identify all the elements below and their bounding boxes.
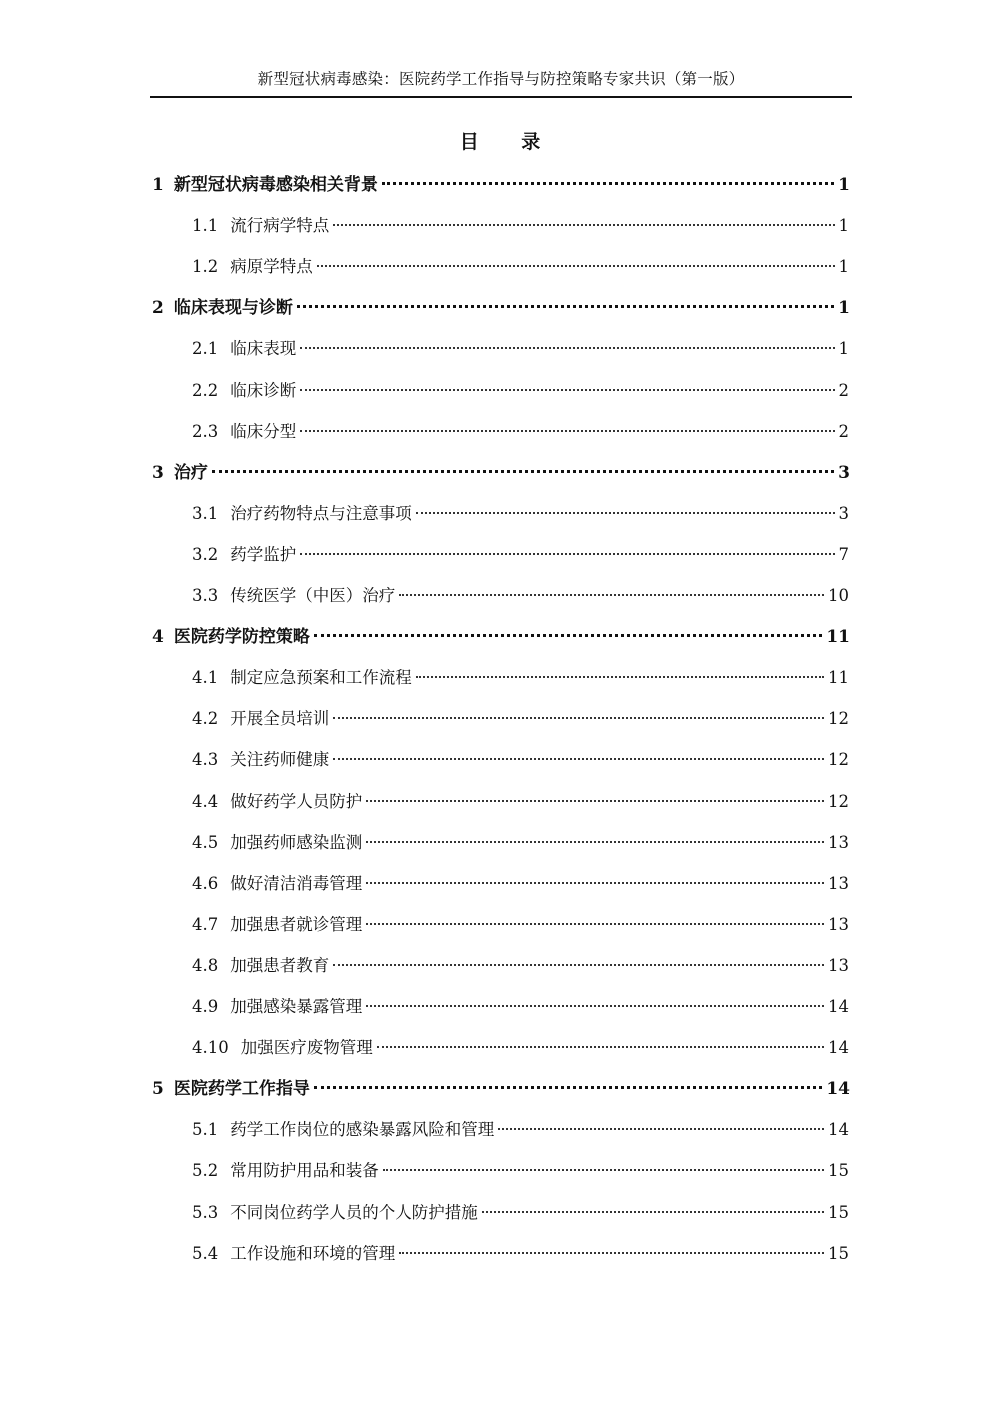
toc-dot-leader [366, 1005, 824, 1007]
toc-entry-title: 加强患者教育 [230, 955, 330, 975]
toc-entry-title: 临床表现 [230, 339, 297, 359]
toc-entry-page-number: 15 [828, 1161, 849, 1181]
toc-section-entry[interactable] [192, 746, 849, 774]
toc-section-entry[interactable] [192, 705, 849, 733]
toc-entry-page-number: 12 [828, 791, 849, 811]
toc-entry-page-number: 1 [838, 339, 849, 359]
toc-entry-page-number: 12 [828, 709, 849, 729]
toc-dot-leader [366, 800, 824, 802]
toc-section-entry[interactable] [192, 952, 849, 980]
toc-dot-leader [300, 430, 834, 432]
toc-entry-title: 做好清洁消毒管理 [230, 873, 363, 893]
toc-dot-leader [399, 1252, 824, 1254]
toc-entry-number: 5.3 [192, 1202, 219, 1222]
toc-entry-page-number: 3 [838, 462, 850, 483]
toc-entry-title: 关注药师健康 [230, 750, 330, 770]
toc-chapter-entry[interactable] [152, 1075, 850, 1103]
toc-dot-leader [333, 758, 824, 760]
toc-entry-number: 2.2 [192, 380, 219, 400]
toc-section-entry[interactable] [192, 870, 849, 898]
toc-entry-title: 医院药学工作指导 [173, 1079, 310, 1100]
toc-dot-leader [498, 1128, 824, 1130]
toc-dot-leader [300, 553, 834, 555]
toc-entry-number: 4.2 [192, 709, 219, 729]
toc-entry-title: 治疗 [173, 462, 208, 483]
toc-entry-title: 制定应急预案和工作流程 [230, 668, 412, 688]
toc-entry-number: 1.2 [192, 257, 219, 277]
toc-entry-page-number: 10 [828, 586, 849, 605]
toc-entry-page-number: 1 [838, 257, 849, 277]
toc-entry-number: 4.10 [192, 1038, 229, 1058]
toc-entry-number: 4.3 [192, 750, 219, 770]
toc-entry-number: 2.1 [192, 339, 219, 359]
toc-dot-leader [300, 389, 834, 391]
toc-dot-leader [416, 676, 824, 678]
toc-entry-number: 5.2 [192, 1161, 219, 1181]
toc-section-entry[interactable] [192, 335, 849, 363]
toc-section-entry[interactable] [192, 418, 849, 446]
toc-dot-leader [399, 594, 824, 596]
toc-entry-number: 4.7 [192, 914, 219, 934]
toc-entry-title: 不同岗位药学人员的个人防护措施 [230, 1202, 478, 1222]
toc-section-entry[interactable] [192, 788, 849, 816]
toc-section-entry[interactable] [192, 1157, 849, 1185]
toc-entry-page-number: 14 [826, 1079, 850, 1100]
toc-dot-leader [212, 470, 834, 473]
toc-entry-number: 4.6 [192, 873, 219, 893]
toc-entry-page-number: 1 [838, 175, 850, 195]
toc-entry-page-number: 15 [828, 1202, 849, 1222]
toc-entry-page-number: 11 [828, 668, 849, 688]
toc-section-entry[interactable] [192, 253, 849, 281]
toc-entry-number: 4.4 [192, 791, 219, 811]
toc-chapter-entry[interactable] [152, 623, 850, 651]
toc-section-entry[interactable] [192, 1034, 849, 1062]
toc-entry-number: 4 [152, 627, 164, 648]
toc-section-entry[interactable] [192, 1116, 849, 1144]
toc-entry-number: 1.1 [192, 216, 219, 236]
toc-dot-leader [416, 512, 835, 514]
toc-entry-title: 药学监护 [230, 544, 297, 564]
toc-entry-page-number: 2 [838, 421, 849, 441]
toc-entry-number: 5.4 [192, 1243, 219, 1263]
toc-entry-title: 做好药学人员防护 [230, 791, 363, 811]
toc-entry-number: 1 [152, 175, 164, 195]
toc-entry-page-number: 11 [826, 627, 850, 648]
toc-entry-title: 治疗药物特点与注意事项 [230, 503, 412, 523]
toc-entry-title: 医院药学防控策略 [173, 627, 310, 648]
toc-entry-number: 3 [152, 462, 164, 483]
toc-dot-leader [366, 882, 824, 884]
toc-entry-page-number: 13 [828, 955, 849, 975]
toc-entry-page-number: 1 [838, 298, 850, 319]
toc-entry-title: 加强患者就诊管理 [230, 914, 363, 934]
toc-entry-title: 传统医学（中医）治疗 [230, 586, 396, 605]
toc-entry-title: 临床分型 [230, 421, 297, 441]
toc-entry-title: 工作设施和环境的管理 [230, 1243, 396, 1263]
toc-dot-leader [366, 923, 824, 925]
toc-entry-title: 临床诊断 [230, 380, 297, 400]
toc-section-entry[interactable] [192, 377, 849, 405]
toc-entry-number: 4.9 [192, 997, 219, 1016]
toc-entry-title: 加强医疗废物管理 [240, 1038, 373, 1058]
toc-section-entry[interactable] [192, 1240, 849, 1268]
toc-chapter-entry[interactable] [152, 171, 850, 199]
toc-title: 目 录 [459, 131, 559, 153]
toc-dot-leader [482, 1211, 824, 1213]
toc-dot-leader [300, 347, 834, 349]
toc-entry-page-number: 13 [828, 914, 849, 934]
toc-dot-leader [314, 634, 822, 637]
toc-section-entry[interactable] [192, 212, 849, 240]
toc-section-entry[interactable] [192, 664, 849, 692]
toc-entry-number: 2.3 [192, 421, 219, 441]
toc-dot-leader [333, 964, 824, 966]
toc-entry-page-number: 14 [828, 997, 849, 1016]
toc-entry-number: 4.5 [192, 832, 219, 852]
toc-dot-leader [297, 305, 834, 308]
toc-entry-title: 临床表现与诊断 [173, 298, 293, 319]
toc-entry-number: 3.3 [192, 586, 219, 605]
toc-entry-title: 药学工作岗位的感染暴露风险和管理 [230, 1120, 495, 1140]
toc-entry-title: 常用防护用品和装备 [230, 1161, 379, 1181]
toc-entry-page-number: 12 [828, 750, 849, 770]
toc-entry-page-number: 15 [828, 1243, 849, 1263]
toc-dot-leader [314, 1086, 822, 1089]
toc-entry-number: 5.1 [192, 1120, 219, 1140]
toc-entry-page-number: 3 [838, 503, 849, 523]
toc-section-entry[interactable] [192, 541, 849, 569]
toc-entry-number: 5 [152, 1079, 164, 1100]
toc-section-entry[interactable] [192, 829, 849, 857]
toc-chapter-entry[interactable] [152, 459, 850, 487]
toc-dot-leader [377, 1046, 824, 1048]
toc-section-entry[interactable] [192, 582, 849, 610]
toc-chapter-entry[interactable] [152, 294, 850, 322]
toc-entry-number: 4.8 [192, 955, 219, 975]
toc-entry-title: 开展全员培训 [230, 709, 330, 729]
toc-entry-page-number: 14 [828, 1120, 849, 1140]
toc-dot-leader [317, 265, 835, 267]
toc-entry-title: 病原学特点 [230, 257, 313, 277]
toc-entry-page-number: 7 [838, 544, 849, 564]
toc-dot-leader [383, 1169, 824, 1171]
toc-dot-leader [382, 182, 834, 185]
toc-entry-page-number: 14 [828, 1038, 849, 1058]
toc-entry-number: 3.2 [192, 544, 219, 564]
toc-section-entry[interactable] [192, 500, 849, 528]
toc-section-entry[interactable] [192, 993, 849, 1021]
toc-entry-page-number: 1 [838, 216, 849, 236]
toc-entry-title: 新型冠状病毒感染相关背景 [173, 175, 378, 195]
toc-entry-page-number: 13 [828, 832, 849, 852]
toc-entry-title: 加强感染暴露管理 [230, 997, 363, 1016]
toc-section-entry[interactable] [192, 1199, 849, 1227]
toc-entry-number: 3.1 [192, 503, 219, 523]
toc-entry-page-number: 2 [838, 380, 849, 400]
toc-entry-number: 4.1 [192, 668, 219, 688]
toc-section-entry[interactable] [192, 911, 849, 939]
toc-entry-title: 流行病学特点 [230, 216, 330, 236]
toc-entry-title: 加强药师感染监测 [230, 832, 363, 852]
toc-entry-page-number: 13 [828, 873, 849, 893]
running-title: 新型冠状病毒感染：医院药学工作指导与防控策略专家共识（第一版） [257, 70, 745, 88]
toc-dot-leader [333, 717, 824, 719]
toc-dot-leader [366, 841, 824, 843]
toc-dot-leader [333, 224, 834, 226]
toc-entry-number: 2 [152, 298, 164, 319]
